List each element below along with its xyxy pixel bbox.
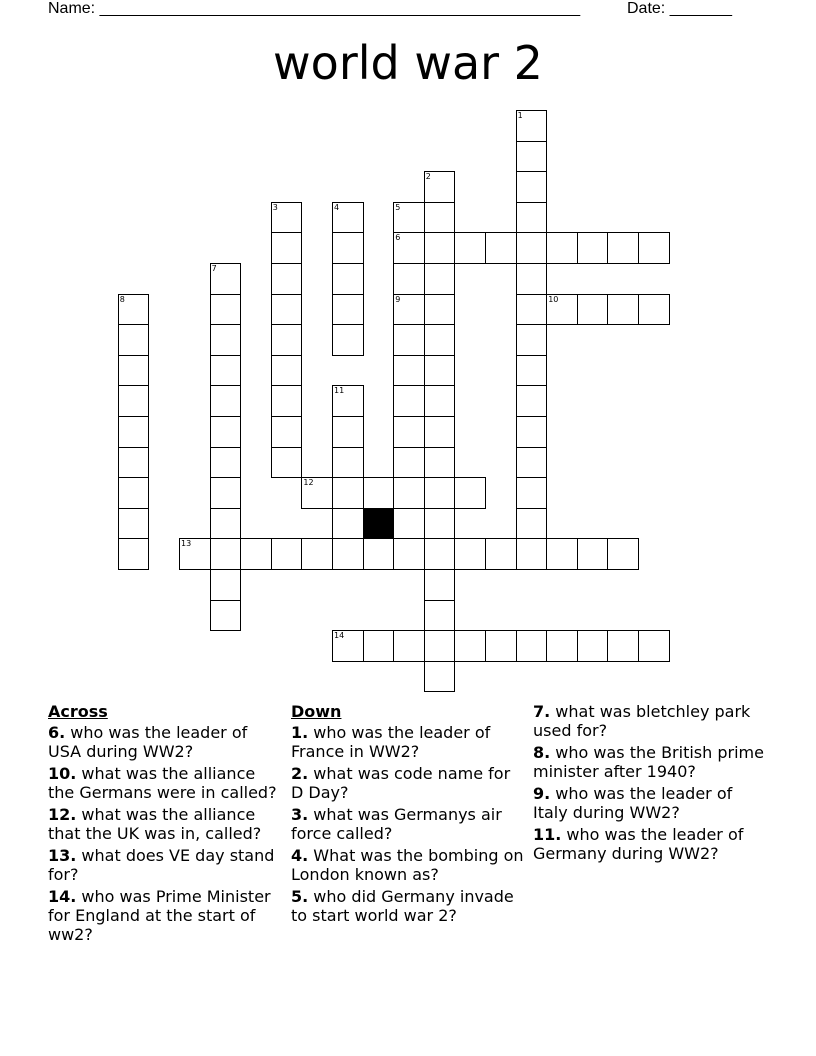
grid-cell[interactable] bbox=[546, 630, 578, 662]
grid-cell[interactable] bbox=[516, 232, 548, 264]
grid-cell[interactable] bbox=[332, 202, 364, 234]
grid-cell[interactable] bbox=[424, 600, 456, 632]
grid-cell[interactable] bbox=[363, 630, 395, 662]
grid-cell[interactable] bbox=[577, 294, 609, 326]
grid-cell[interactable] bbox=[118, 355, 150, 387]
clue-number-label: 3 bbox=[272, 202, 278, 212]
grid-cell[interactable] bbox=[485, 630, 517, 662]
clue-text: who was the leader of Italy during WW2? bbox=[533, 784, 733, 822]
grid-cell[interactable] bbox=[516, 202, 548, 234]
grid-cell[interactable] bbox=[301, 477, 333, 509]
clue-number-label: 13 bbox=[181, 539, 192, 549]
clue-text: what was bletchley park used for? bbox=[533, 702, 751, 740]
grid-cell[interactable] bbox=[454, 232, 486, 264]
grid-cell[interactable] bbox=[210, 600, 242, 632]
grid-cell[interactable] bbox=[424, 477, 456, 509]
grid-cell[interactable] bbox=[332, 324, 364, 356]
clue-number: 8. bbox=[533, 743, 551, 762]
clue-text: who was Prime Minister for England at the start of ww2? bbox=[48, 887, 271, 944]
grid-cell[interactable] bbox=[638, 232, 670, 264]
grid-cell[interactable] bbox=[210, 324, 242, 356]
grid-cell[interactable] bbox=[393, 630, 425, 662]
down-clue bbox=[533, 743, 768, 781]
grid-cell[interactable] bbox=[393, 294, 425, 326]
grid-cell[interactable] bbox=[393, 202, 425, 234]
clue-number-label: 4 bbox=[334, 202, 340, 212]
grid-cell[interactable] bbox=[516, 141, 548, 173]
grid-cell[interactable] bbox=[210, 538, 242, 570]
grid-cell[interactable] bbox=[424, 508, 456, 540]
grid-cell[interactable] bbox=[332, 447, 364, 479]
grid-cell[interactable] bbox=[332, 508, 364, 540]
grid-cell[interactable] bbox=[332, 294, 364, 326]
clue-text: What was the bombing on London known as? bbox=[291, 846, 524, 884]
grid-cell[interactable] bbox=[424, 324, 456, 356]
grid-cell[interactable] bbox=[516, 294, 548, 326]
grid-cell[interactable] bbox=[424, 385, 456, 417]
grid-cell[interactable] bbox=[516, 171, 548, 203]
grid-cell[interactable] bbox=[271, 385, 303, 417]
clue-text: who was the leader of Germany during WW2? bbox=[533, 825, 744, 863]
across-clue bbox=[48, 846, 283, 884]
grid-cell[interactable] bbox=[393, 477, 425, 509]
grid-cell[interactable] bbox=[210, 416, 242, 448]
grid-cell[interactable] bbox=[210, 294, 242, 326]
clue-number-label: 2 bbox=[425, 172, 431, 182]
clue-number: 3. bbox=[291, 805, 309, 824]
clue-number: 2. bbox=[291, 764, 309, 783]
grid-cell[interactable] bbox=[424, 447, 456, 479]
down-clues bbox=[291, 702, 526, 928]
date-field: Date: _______ bbox=[627, 0, 732, 17]
grid-cell[interactable] bbox=[516, 477, 548, 509]
down-clue bbox=[291, 887, 526, 925]
clue-number-label: 1 bbox=[517, 111, 523, 120]
grid-cell[interactable] bbox=[546, 538, 578, 570]
grid-cell[interactable] bbox=[546, 232, 578, 264]
grid-cell[interactable] bbox=[118, 477, 150, 509]
across-clue bbox=[48, 764, 283, 802]
down-clue-list bbox=[291, 723, 526, 925]
clue-number: 11. bbox=[533, 825, 562, 844]
grid-cell[interactable] bbox=[424, 171, 456, 203]
clue-text: who was the leader of USA during WW2? bbox=[48, 723, 248, 761]
grid-cell[interactable] bbox=[363, 477, 395, 509]
grid-cell[interactable] bbox=[516, 355, 548, 387]
grid-cell[interactable] bbox=[516, 110, 548, 142]
grid-cell[interactable] bbox=[393, 355, 425, 387]
grid-cell[interactable] bbox=[424, 232, 456, 264]
name-field: Name: ______________________________________________________ bbox=[48, 0, 581, 17]
grid-cell[interactable] bbox=[424, 202, 456, 234]
grid-cell[interactable] bbox=[393, 385, 425, 417]
grid-cell[interactable] bbox=[454, 538, 486, 570]
grid-cell[interactable] bbox=[393, 508, 425, 540]
grid-cell[interactable] bbox=[118, 324, 150, 356]
grid-cell[interactable] bbox=[271, 232, 303, 264]
clue-number-label: 10 bbox=[548, 294, 559, 304]
shaded-cell bbox=[363, 508, 395, 540]
down-clue-list-continued bbox=[533, 702, 768, 863]
grid-cell[interactable] bbox=[546, 294, 578, 326]
clue-text: what was the alliance that the UK was in, called? bbox=[48, 805, 262, 843]
grid-cell[interactable] bbox=[271, 202, 303, 234]
grid-cell[interactable] bbox=[516, 385, 548, 417]
across-clues bbox=[48, 702, 283, 947]
grid-cell[interactable] bbox=[516, 538, 548, 570]
grid-cell[interactable] bbox=[516, 416, 548, 448]
clue-number: 5. bbox=[291, 887, 309, 906]
grid-cell[interactable] bbox=[577, 630, 609, 662]
grid-cell[interactable] bbox=[393, 263, 425, 295]
grid-cell[interactable] bbox=[118, 447, 150, 479]
grid-cell[interactable] bbox=[271, 447, 303, 479]
grid-cell[interactable] bbox=[210, 355, 242, 387]
grid-cell[interactable] bbox=[271, 538, 303, 570]
across-heading: Across bbox=[48, 702, 108, 721]
grid-cell[interactable] bbox=[271, 324, 303, 356]
clue-text: who was the leader of France in WW2? bbox=[291, 723, 491, 761]
clue-number-label: 7 bbox=[211, 264, 217, 273]
grid-cell[interactable] bbox=[210, 447, 242, 479]
clue-number-label: 5 bbox=[395, 202, 401, 212]
grid-cell[interactable] bbox=[332, 385, 364, 417]
clue-text: what was the alliance the Germans were in called? bbox=[48, 764, 277, 802]
grid-cell[interactable] bbox=[516, 263, 548, 295]
across-clue bbox=[48, 805, 283, 843]
clue-number: 4. bbox=[291, 846, 309, 865]
grid-cell[interactable] bbox=[516, 508, 548, 540]
page-title: world war 2 bbox=[273, 36, 543, 90]
grid-cell[interactable] bbox=[210, 385, 242, 417]
grid-cell[interactable] bbox=[210, 569, 242, 601]
grid-cell[interactable] bbox=[485, 232, 517, 264]
grid-cell[interactable] bbox=[607, 630, 639, 662]
clue-text: what was code name for D Day? bbox=[291, 764, 511, 802]
grid-cell[interactable] bbox=[118, 538, 150, 570]
grid-cell[interactable] bbox=[118, 385, 150, 417]
grid-cell[interactable] bbox=[179, 538, 211, 570]
grid-cell[interactable] bbox=[210, 263, 242, 295]
clue-number: 7. bbox=[533, 702, 551, 721]
grid-cell[interactable] bbox=[393, 416, 425, 448]
down-clues-continued bbox=[533, 702, 768, 866]
across-clue bbox=[48, 723, 283, 761]
grid-cell[interactable] bbox=[332, 477, 364, 509]
grid-cell[interactable] bbox=[424, 569, 456, 601]
grid-cell[interactable] bbox=[271, 355, 303, 387]
grid-cell[interactable] bbox=[118, 416, 150, 448]
grid-cell[interactable] bbox=[638, 294, 670, 326]
grid-cell[interactable] bbox=[332, 630, 364, 662]
clue-text: who did Germany invade to start world war 2? bbox=[291, 887, 514, 925]
grid-cell[interactable] bbox=[424, 294, 456, 326]
clue-number-label: 11 bbox=[334, 386, 345, 396]
down-heading: Down bbox=[291, 702, 342, 721]
down-clue bbox=[291, 805, 526, 843]
grid-cell[interactable] bbox=[516, 324, 548, 356]
clue-number-label: 9 bbox=[395, 294, 401, 304]
grid-cell[interactable] bbox=[607, 294, 639, 326]
grid-cell[interactable] bbox=[118, 294, 150, 326]
down-clue bbox=[533, 702, 768, 740]
grid-cell[interactable] bbox=[393, 447, 425, 479]
clue-number-label: 8 bbox=[119, 294, 125, 304]
clue-text: who was the British prime minister after 1940? bbox=[533, 743, 764, 781]
clue-text: what was Germanys air force called? bbox=[291, 805, 502, 843]
down-clue bbox=[533, 784, 768, 822]
clue-number: 1. bbox=[291, 723, 309, 742]
grid-cell[interactable] bbox=[393, 232, 425, 264]
grid-cell[interactable] bbox=[332, 232, 364, 264]
grid-cell[interactable] bbox=[332, 263, 364, 295]
down-clue bbox=[533, 825, 768, 863]
clue-number: 12. bbox=[48, 805, 77, 824]
grid-cell[interactable] bbox=[577, 538, 609, 570]
clue-number: 14. bbox=[48, 887, 77, 906]
grid-cell[interactable] bbox=[607, 538, 639, 570]
grid-cell[interactable] bbox=[271, 294, 303, 326]
grid-cell[interactable] bbox=[118, 508, 150, 540]
grid-cell[interactable] bbox=[271, 416, 303, 448]
across-clue bbox=[48, 887, 283, 944]
grid-cell[interactable] bbox=[424, 263, 456, 295]
grid-cell[interactable] bbox=[516, 630, 548, 662]
clue-number: 13. bbox=[48, 846, 77, 865]
grid-cell[interactable] bbox=[516, 447, 548, 479]
grid-cell[interactable] bbox=[393, 324, 425, 356]
down-clue bbox=[291, 723, 526, 761]
clue-number-label: 14 bbox=[334, 631, 345, 641]
grid-cell[interactable] bbox=[424, 630, 456, 662]
clue-text: what does VE day stand for? bbox=[48, 846, 275, 884]
grid-cell[interactable] bbox=[485, 538, 517, 570]
grid-cell[interactable] bbox=[454, 477, 486, 509]
down-clue bbox=[291, 764, 526, 802]
clue-number: 10. bbox=[48, 764, 77, 783]
grid-cell[interactable] bbox=[424, 355, 456, 387]
across-clue-list bbox=[48, 723, 283, 944]
grid-cell[interactable] bbox=[577, 232, 609, 264]
grid-cell[interactable] bbox=[240, 538, 272, 570]
grid-cell[interactable] bbox=[424, 416, 456, 448]
grid-cell[interactable] bbox=[332, 538, 364, 570]
grid-cell[interactable] bbox=[393, 538, 425, 570]
clue-number-label: 6 bbox=[395, 233, 401, 243]
grid-cell[interactable] bbox=[332, 416, 364, 448]
clue-number-label: 12 bbox=[303, 478, 314, 488]
grid-cell[interactable] bbox=[210, 477, 242, 509]
clue-number: 9. bbox=[533, 784, 551, 803]
grid-cell[interactable] bbox=[363, 538, 395, 570]
grid-cell[interactable] bbox=[454, 630, 486, 662]
down-clue bbox=[291, 846, 526, 884]
grid-cell[interactable] bbox=[210, 508, 242, 540]
grid-cell[interactable] bbox=[301, 538, 333, 570]
grid-cell[interactable] bbox=[424, 661, 456, 693]
grid-cell[interactable] bbox=[271, 263, 303, 295]
clue-number: 6. bbox=[48, 723, 66, 742]
grid-cell[interactable] bbox=[638, 630, 670, 662]
grid-cell[interactable] bbox=[607, 232, 639, 264]
grid-cell[interactable] bbox=[424, 538, 456, 570]
